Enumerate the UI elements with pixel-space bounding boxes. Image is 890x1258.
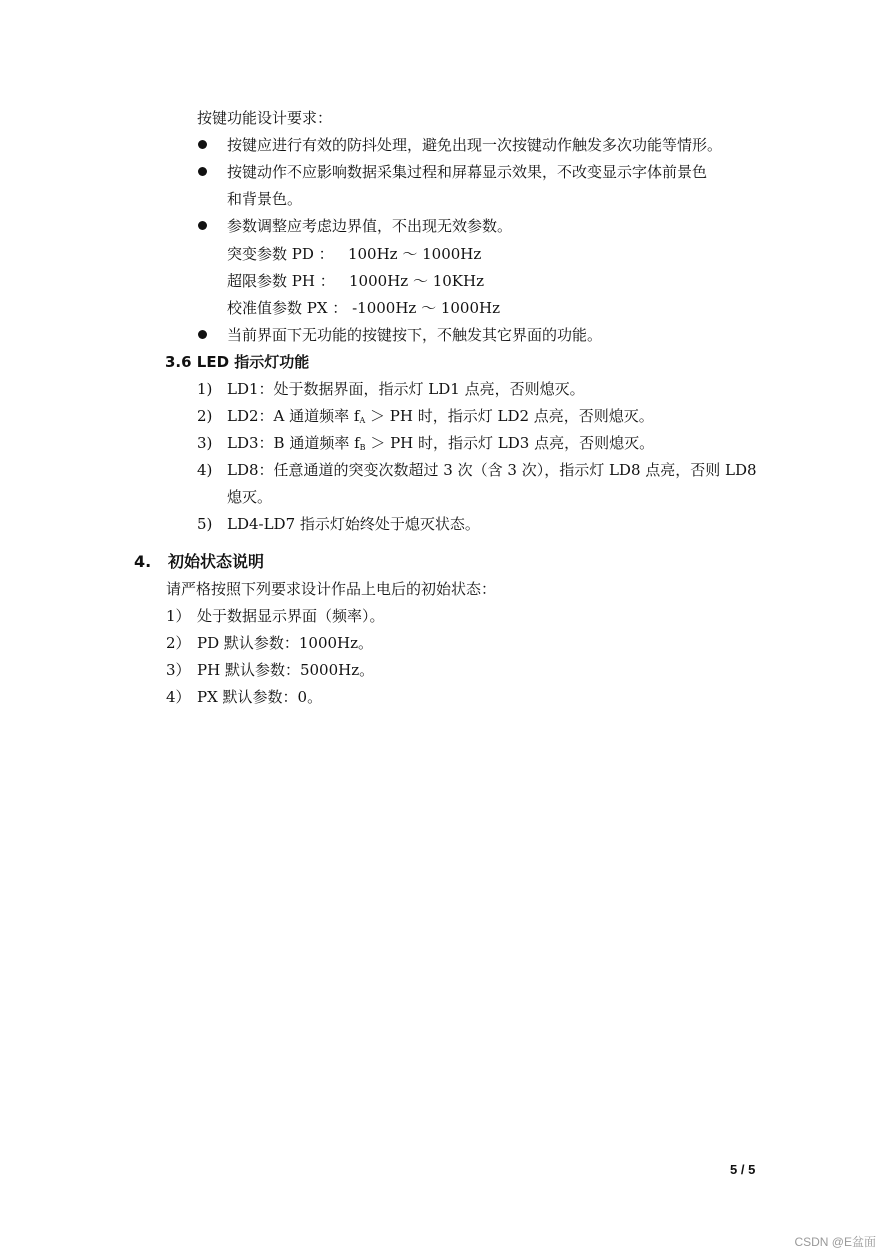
key-requirements-intro: 按键功能设计要求： bbox=[197, 109, 333, 127]
list-number: 1) bbox=[197, 380, 213, 398]
section-heading-led: 3.6 LED 指示灯功能 bbox=[165, 353, 310, 371]
bullet-item: 按键应进行有效的防抖处理，避免出现一次按键动作触发多次功能等情形。 bbox=[227, 136, 723, 154]
bullet-icon bbox=[198, 221, 207, 230]
page-number: 5 / 5 bbox=[730, 1162, 756, 1177]
bullet-item: 按键动作不应影响数据采集过程和屏幕显示效果，不改变显示字体前景色 bbox=[227, 163, 708, 181]
bullet-item: 当前界面下无功能的按键按下，不触发其它界面的功能。 bbox=[227, 326, 603, 344]
list-number: 2） bbox=[166, 634, 191, 652]
initial-state-intro: 请严格按照下列要求设计作品上电后的初始状态： bbox=[166, 580, 497, 598]
param-range-ph: 超限参数 PH ： 1000Hz ～ 10KHz bbox=[227, 272, 484, 290]
list-item: PD 默认参数：1000Hz。 bbox=[197, 634, 374, 652]
bullet-icon bbox=[198, 330, 207, 339]
list-number: 3) bbox=[197, 434, 213, 452]
list-item: LD2：A 通道频率 $f_A$ ＞ PH 时，指示灯 LD2 点亮，否则熄灭。 bbox=[227, 407, 654, 425]
bullet-icon bbox=[198, 167, 207, 176]
section-number: 4. bbox=[134, 552, 152, 571]
list-number: 5) bbox=[197, 515, 213, 533]
list-number: 3） bbox=[166, 661, 191, 679]
param-range-pd: 突变参数 PD ： 100Hz ～ 1000Hz bbox=[227, 245, 482, 263]
list-item: LD8：任意通道的突变次数超过 3 次（含 3 次），指示灯 LD8 点亮，否则 LD8 bbox=[227, 461, 757, 479]
list-number: 4） bbox=[166, 688, 191, 706]
list-number: 4) bbox=[197, 461, 213, 479]
list-number: 1） bbox=[166, 607, 191, 625]
list-item: 处于数据显示界面（频率）。 bbox=[197, 607, 385, 625]
bullet-item-continuation: 和背景色。 bbox=[227, 190, 303, 208]
list-item: LD4-LD7 指示灯始终处于熄灭状态。 bbox=[227, 515, 480, 533]
list-item: PX 默认参数：0。 bbox=[197, 688, 323, 706]
list-item-continuation: 熄灭。 bbox=[227, 488, 273, 506]
watermark: CSDN @E盆面 bbox=[794, 1235, 876, 1249]
list-number: 2) bbox=[197, 407, 213, 425]
section-heading-initial-state: 初始状态说明 bbox=[168, 552, 265, 571]
list-item: LD1：处于数据界面，指示灯 LD1 点亮，否则熄灭。 bbox=[227, 380, 585, 398]
bullet-icon bbox=[198, 140, 207, 149]
bullet-item: 参数调整应考虑边界值，不出现无效参数。 bbox=[227, 217, 513, 235]
param-range-px: 校准值参数 PX ： -1000Hz ～ 1000Hz bbox=[227, 299, 500, 317]
list-item: LD3：B 通道频率 $f_B$ ＞ PH 时，指示灯 LD3 点亮，否则熄灭。 bbox=[227, 434, 655, 452]
list-item: PH 默认参数：5000Hz。 bbox=[197, 661, 375, 679]
